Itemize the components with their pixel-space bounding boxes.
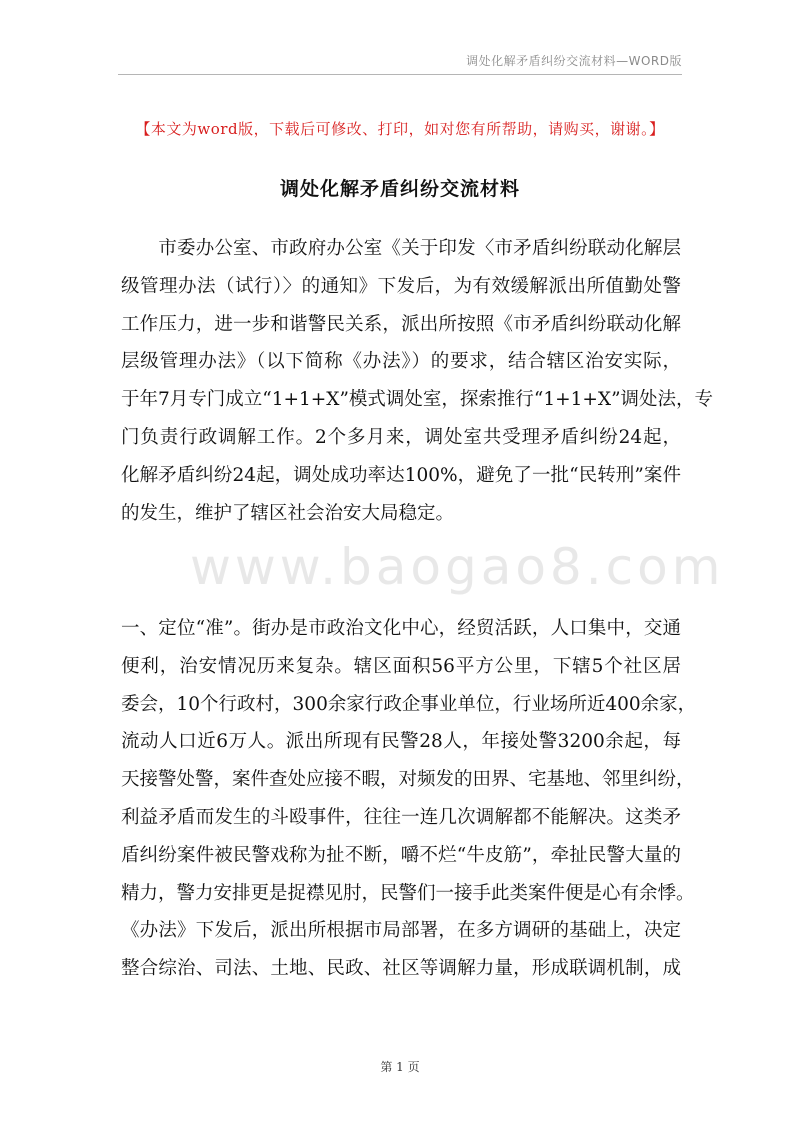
text-line: 天接警处警，案件查处应接不暇，对频发的田界、宅基地、邻里纠纷，	[121, 769, 695, 791]
page-number: 第 1 页	[380, 1060, 420, 1074]
paragraph-section-one	[121, 610, 697, 988]
running-header: 调处化解矛盾纠纷交流材料—WORD版	[466, 54, 682, 68]
text-line: 流动人口近6万人。派出所现有民警28人，年接处警3200余起，每	[121, 731, 681, 753]
text-line: 级管理办法（试行）〉的通知》下发后，为有效缓解派出所值勤处警	[121, 275, 681, 297]
text-line: 委会，10个行政村，300余家行政企事业单位，行业场所近400余家，	[121, 693, 697, 715]
text-line: 一、定位“准”。街办是市政治文化中心，经贸活跃，人口集中，交通	[121, 618, 681, 639]
header-divider	[118, 74, 682, 75]
text-line: 于年7月专门成立“1+1+X”模式调处室，探索推行“1+1+X”调处法，专	[121, 389, 714, 411]
text-line: 便利，治安情况历来复杂。辖区面积56平方公里，下辖5个社区居	[121, 655, 681, 677]
watermark: www.baogao8.com	[190, 538, 725, 596]
text-line: 的发生，维护了辖区社会治安大局稳定。	[121, 502, 455, 524]
text-line: 盾纠纷案件被民警戏称为扯不断，嚼不烂“牛皮筋”，牵扯民警大量的	[121, 844, 681, 866]
text-line: 层级管理办法》（以下简称《办法》）的要求，结合辖区治安实际，	[121, 351, 681, 373]
paragraph-intro	[121, 230, 714, 532]
text-line: 利益矛盾而发生的斗殴事件，往往一连几次调解都不能解决。这类矛	[121, 806, 681, 828]
purchase-notice: 【本文为word版，下载后可修改、打印，如对您有所帮助，请购买，谢谢。】	[135, 120, 665, 138]
text-line: 精力，警力安排更是捉襟见肘，民警们一接手此类案件便是心有余悸。	[121, 882, 695, 904]
text-line: 《办法》下发后，派出所根据市局部署，在多方调研的基础上，决定	[121, 920, 681, 942]
text-line: 工作压力，进一步和谐警民关系，派出所按照《市矛盾纠纷联动化解	[121, 313, 681, 335]
text-line: 门负责行政调解工作。2个多月来，调处室共受理矛盾纠纷24起，	[121, 426, 681, 448]
document-title: 调处化解矛盾纠纷交流材料	[279, 178, 520, 200]
text-line: 市委办公室、市政府办公室《关于印发〈市矛盾纠纷联动化解层	[121, 238, 681, 259]
text-line: 化解矛盾纠纷24起，调处成功率达100%，避免了一批“民转刑”案件	[121, 464, 681, 486]
text-line: 整合综治、司法、土地、民政、社区等调解力量，形成联调机制，成	[121, 958, 681, 980]
